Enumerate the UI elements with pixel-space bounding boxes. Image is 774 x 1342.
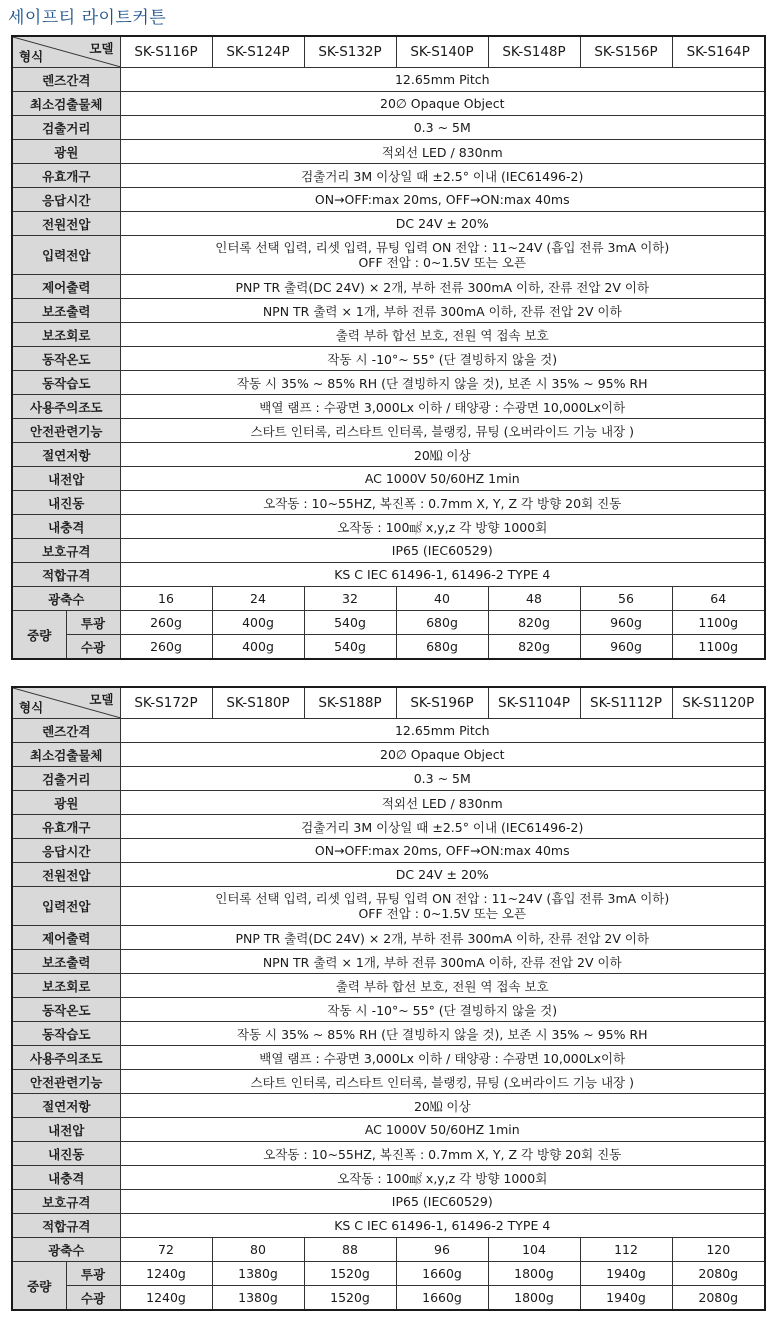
model-name: SK-S196P (396, 687, 488, 719)
spec-value: NPN TR 출력 × 1개, 부하 전류 300mA 이하, 잔류 전압 2V 이하 (120, 299, 765, 323)
spec-value: 오작동 : 10~55HZ, 복진폭 : 0.7mm X, Y, Z 각 방향 20회 진동 (120, 491, 765, 515)
spec-value: 출력 부하 합선 보호, 전원 역 접속 보호 (120, 974, 765, 998)
row-label: 보조회로 (12, 974, 120, 998)
spec-value: PNP TR 출력(DC 24V) × 2개, 부하 전류 300mA 이하, 잔류 전압 2V 이하 (120, 275, 765, 299)
row-label: 안전관련기능 (12, 419, 120, 443)
model-name: SK-S148P (488, 36, 580, 68)
row-label: 적합규격 (12, 1214, 120, 1238)
row-label: 제어출력 (12, 275, 120, 299)
weight-value: 1380g (212, 1262, 304, 1286)
model-header-label: 모델 (89, 692, 114, 707)
spec-value: 작동 시 35% ~ 85% RH (단 결빙하지 않을 것), 보존 시 35% ~ 95% RH (120, 1022, 765, 1046)
spec-value: 20∅ Opaque Object (120, 92, 765, 116)
spec-value: IP65 (IEC60529) (120, 539, 765, 563)
spec-value: 20∅ Opaque Object (120, 743, 765, 767)
model-name: SK-S164P (672, 36, 765, 68)
weight-value: 1660g (396, 1262, 488, 1286)
row-label: 보호규격 (12, 539, 120, 563)
beam-count: 24 (212, 587, 304, 611)
row-label: 전원전압 (12, 863, 120, 887)
row-label: 입력전압 (12, 887, 120, 926)
weight-value: 1520g (304, 1286, 396, 1311)
spec-value: ON→OFF:max 20ms, OFF→ON:max 40ms (120, 839, 765, 863)
spec-value: 12.65mm Pitch (120, 68, 765, 92)
weight-value: 2080g (672, 1286, 765, 1311)
model-name: SK-S1112P (580, 687, 672, 719)
row-label: 최소검출물체 (12, 92, 120, 116)
weight-value: 960g (580, 635, 672, 660)
row-label: 안전관련기능 (12, 1070, 120, 1094)
row-label: 유효개구 (12, 164, 120, 188)
beam-count: 72 (120, 1238, 212, 1262)
spec-table-2 (11, 686, 766, 1311)
model-name: SK-S188P (304, 687, 396, 719)
row-label: 광원 (12, 140, 120, 164)
spec-value: 백열 램프 : 수광면 3,000Lx 이하 / 태양광 : 수광면 10,000Lx이하 (120, 1046, 765, 1070)
row-label: 광원 (12, 791, 120, 815)
spec-value: DC 24V ± 20% (120, 212, 765, 236)
type-header-label: 형식 (19, 700, 44, 715)
spec-value: 출력 부하 합선 보호, 전원 역 접속 보호 (120, 323, 765, 347)
beam-count: 64 (672, 587, 765, 611)
row-label: 중량 (12, 1262, 66, 1311)
beam-count: 40 (396, 587, 488, 611)
weight-value: 680g (396, 611, 488, 635)
model-name: SK-S116P (120, 36, 212, 68)
spec-value: IP65 (IEC60529) (120, 1190, 765, 1214)
beam-count: 16 (120, 587, 212, 611)
header-corner (12, 687, 120, 719)
page-title: 세이프티 라이트커튼 (8, 8, 167, 28)
model-header-label: 모델 (89, 41, 114, 56)
row-label: 보조출력 (12, 299, 120, 323)
beam-count: 120 (672, 1238, 765, 1262)
spec-value: NPN TR 출력 × 1개, 부하 전류 300mA 이하, 잔류 전압 2V 이하 (120, 950, 765, 974)
weight-value: 1240g (120, 1262, 212, 1286)
spec-value: 20㏁ 이상 (120, 1094, 765, 1118)
row-label: 적합규격 (12, 563, 120, 587)
spec-value: 검출거리 3M 이상일 때 ±2.5° 이내 (IEC61496-2) (120, 164, 765, 188)
sub-label: 수광 (66, 1286, 120, 1311)
weight-value: 960g (580, 611, 672, 635)
spec-value: 적외선 LED / 830nm (120, 791, 765, 815)
weight-value: 1800g (488, 1286, 580, 1311)
row-label: 렌즈간격 (12, 68, 120, 92)
spec-value-line: OFF 전압 : 0~1.5V 또는 오픈 (358, 906, 527, 921)
row-label: 내전압 (12, 467, 120, 491)
spec-value: 스타트 인터록, 리스타트 인터록, 블랭킹, 뮤팅 (오버라이드 기능 내장 ) (120, 419, 765, 443)
model-name: SK-S132P (304, 36, 396, 68)
row-label: 입력전압 (12, 236, 120, 275)
row-label: 응답시간 (12, 188, 120, 212)
weight-value: 1940g (580, 1286, 672, 1311)
row-label: 중량 (12, 611, 66, 660)
row-label: 사용주의조도 (12, 1046, 120, 1070)
weight-value: 400g (212, 635, 304, 660)
weight-value: 1100g (672, 635, 765, 660)
model-name: SK-S1104P (488, 687, 580, 719)
model-name: SK-S140P (396, 36, 488, 68)
row-label: 제어출력 (12, 926, 120, 950)
weight-value: 1240g (120, 1286, 212, 1311)
row-label: 절연저항 (12, 1094, 120, 1118)
spec-value: 오작동 : 10~55HZ, 복진폭 : 0.7mm X, Y, Z 각 방향 20회 진동 (120, 1142, 765, 1166)
beam-count: 96 (396, 1238, 488, 1262)
spec-value-line: 인터록 선택 입력, 리셋 입력, 뮤팅 입력 ON 전압 : 11~24V (흡입 전류 3mA 이하) (215, 240, 670, 255)
spec-value: 12.65mm Pitch (120, 719, 765, 743)
beam-count: 88 (304, 1238, 396, 1262)
spec-value-line: OFF 전압 : 0~1.5V 또는 오픈 (358, 255, 527, 270)
spec-value: AC 1000V 50/60HZ 1min (120, 467, 765, 491)
header-corner (12, 36, 120, 68)
beam-count: 32 (304, 587, 396, 611)
row-label: 내진동 (12, 491, 120, 515)
spec-value: 작동 시 -10°~ 55° (단 결빙하지 않을 것) (120, 347, 765, 371)
spec-value: DC 24V ± 20% (120, 863, 765, 887)
weight-value: 1100g (672, 611, 765, 635)
weight-value: 400g (212, 611, 304, 635)
weight-value: 260g (120, 611, 212, 635)
spec-value: 20㏁ 이상 (120, 443, 765, 467)
spec-value: 스타트 인터록, 리스타트 인터록, 블랭킹, 뮤팅 (오버라이드 기능 내장 ) (120, 1070, 765, 1094)
weight-value: 540g (304, 635, 396, 660)
weight-value: 680g (396, 635, 488, 660)
row-label: 절연저항 (12, 443, 120, 467)
row-label: 내충격 (12, 1166, 120, 1190)
row-label: 광축수 (12, 587, 120, 611)
spec-value-line: 인터록 선택 입력, 리셋 입력, 뮤팅 입력 ON 전압 : 11~24V (흡입 전류 3mA 이하) (215, 891, 670, 906)
weight-value: 1940g (580, 1262, 672, 1286)
spec-value (120, 887, 765, 926)
model-name: SK-S180P (212, 687, 304, 719)
type-header-label: 형식 (19, 49, 44, 64)
weight-value: 820g (488, 611, 580, 635)
row-label: 내전압 (12, 1118, 120, 1142)
row-label: 최소검출물체 (12, 743, 120, 767)
weight-value: 1800g (488, 1262, 580, 1286)
row-label: 렌즈간격 (12, 719, 120, 743)
row-label: 내진동 (12, 1142, 120, 1166)
beam-count: 56 (580, 587, 672, 611)
sub-label: 수광 (66, 635, 120, 660)
row-label: 동작온도 (12, 347, 120, 371)
sub-label: 투광 (66, 1262, 120, 1286)
weight-value: 820g (488, 635, 580, 660)
row-label: 유효개구 (12, 815, 120, 839)
spec-value: 검출거리 3M 이상일 때 ±2.5° 이내 (IEC61496-2) (120, 815, 765, 839)
sub-label: 투광 (66, 611, 120, 635)
spec-value: 백열 램프 : 수광면 3,000Lx 이하 / 태양광 : 수광면 10,000Lx이하 (120, 395, 765, 419)
row-label: 동작온도 (12, 998, 120, 1022)
spec-value: KS C IEC 61496-1, 61496-2 TYPE 4 (120, 563, 765, 587)
row-label: 응답시간 (12, 839, 120, 863)
model-name: SK-S1120P (672, 687, 765, 719)
spec-value: ON→OFF:max 20ms, OFF→ON:max 40ms (120, 188, 765, 212)
spec-value: 적외선 LED / 830nm (120, 140, 765, 164)
row-label: 보조회로 (12, 323, 120, 347)
spec-value: 작동 시 -10°~ 55° (단 결빙하지 않을 것) (120, 998, 765, 1022)
beam-count: 112 (580, 1238, 672, 1262)
spec-value: PNP TR 출력(DC 24V) × 2개, 부하 전류 300mA 이하, 잔류 전압 2V 이하 (120, 926, 765, 950)
row-label: 검출거리 (12, 767, 120, 791)
spec-value: 0.3 ~ 5M (120, 767, 765, 791)
row-label: 광축수 (12, 1238, 120, 1262)
weight-value: 260g (120, 635, 212, 660)
model-name: SK-S124P (212, 36, 304, 68)
row-label: 사용주의조도 (12, 395, 120, 419)
weight-value: 2080g (672, 1262, 765, 1286)
model-name: SK-S172P (120, 687, 212, 719)
row-label: 보조출력 (12, 950, 120, 974)
row-label: 동작습도 (12, 371, 120, 395)
beam-count: 104 (488, 1238, 580, 1262)
spec-value: 오작동 : 100㎨ x,y,z 각 방향 1000회 (120, 515, 765, 539)
weight-value: 1380g (212, 1286, 304, 1311)
beam-count: 48 (488, 587, 580, 611)
spec-table-1 (11, 35, 766, 660)
row-label: 전원전압 (12, 212, 120, 236)
spec-value: 작동 시 35% ~ 85% RH (단 결빙하지 않을 것), 보존 시 35% ~ 95% RH (120, 371, 765, 395)
row-label: 동작습도 (12, 1022, 120, 1046)
spec-value: KS C IEC 61496-1, 61496-2 TYPE 4 (120, 1214, 765, 1238)
spec-value: AC 1000V 50/60HZ 1min (120, 1118, 765, 1142)
weight-value: 1520g (304, 1262, 396, 1286)
row-label: 내충격 (12, 515, 120, 539)
spec-value (120, 236, 765, 275)
beam-count: 80 (212, 1238, 304, 1262)
weight-value: 540g (304, 611, 396, 635)
model-name: SK-S156P (580, 36, 672, 68)
weight-value: 1660g (396, 1286, 488, 1311)
spec-value: 오작동 : 100㎨ x,y,z 각 방향 1000회 (120, 1166, 765, 1190)
spec-value: 0.3 ~ 5M (120, 116, 765, 140)
row-label: 검출거리 (12, 116, 120, 140)
row-label: 보호규격 (12, 1190, 120, 1214)
